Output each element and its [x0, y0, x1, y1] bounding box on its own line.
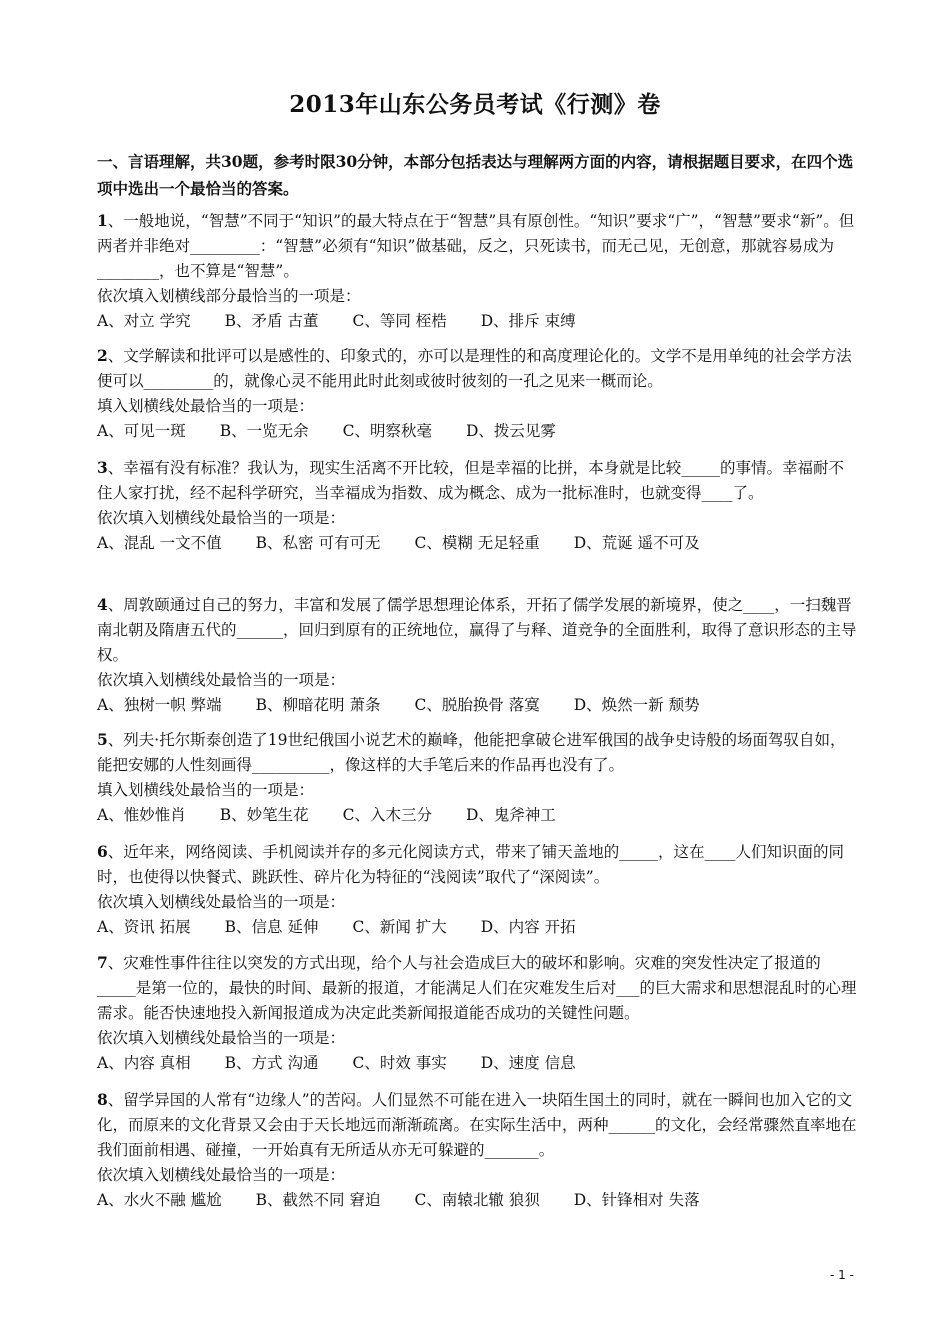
question-5 [97, 727, 857, 828]
option-a: A、可见一斑 [97, 422, 186, 440]
question-2 [97, 343, 857, 444]
option-d: D、内容 开拓 [480, 918, 576, 936]
question-prompt: 依次填入划横线处最恰当的一项是： [97, 509, 346, 527]
question-body [97, 455, 857, 506]
option-c: C、入木三分 [342, 806, 432, 824]
question-text: 、幸福有没有标准？我认为，现实生活离不开比较，但是幸福的比拼，本身就是比较_____的事情。幸福耐不住人家打扰，经不起科学研究，当幸福成为指数、成为概念、成为一批标准时，也就变得____了。 [97, 459, 845, 502]
question-text: 、周敦颐通过自己的努力，丰富和发展了儒学思想理论体系，开拓了儒学发展的新境界，使之____，一扫魏晋南北朝及隋唐五代的______，回归到原有的正统地位，赢得了与释、道竞争的全面胜利，取得了意识形态的主导权。 [97, 596, 857, 664]
answer-options [97, 419, 857, 444]
question-4 [97, 592, 857, 718]
question-body [97, 950, 857, 1026]
question-7 [97, 950, 857, 1076]
question-number: 7 [97, 953, 108, 972]
page-number: - 1 - [830, 1268, 854, 1282]
option-a: A、水火不融 尴尬 [97, 1191, 222, 1209]
answer-options [97, 309, 857, 334]
answer-options [97, 1051, 857, 1076]
question-body [97, 839, 857, 890]
option-d: D、速度 信息 [480, 1054, 576, 1072]
question-8 [97, 1087, 857, 1213]
question-3 [97, 455, 857, 556]
option-b: B、矛盾 古董 [224, 312, 319, 330]
option-a: A、内容 真相 [97, 1054, 191, 1072]
question-text: 、灾难性事件往往以突发的方式出现，给个人与社会造成巨大的破坏和影响。灾难的突发性决定了报道的_____是第一位的，最快的时间、最新的报道，才能满足人们在灾难发生后对___的巨大需求和思想混乱时的心理需求。能否快速地投入新闻报道成为决定此类新闻报道能否成功的关键性问题。 [97, 954, 857, 1022]
question-body [97, 343, 857, 394]
option-a: A、对立 学究 [97, 312, 191, 330]
option-c: C、时效 事实 [352, 1054, 447, 1072]
question-body [97, 1087, 857, 1163]
question-body [97, 208, 857, 284]
option-d: D、荒诞 遥不可及 [573, 534, 700, 552]
question-prompt: 依次填入划横线处最恰当的一项是： [97, 671, 346, 689]
answer-options [97, 1188, 857, 1213]
question-number: 5 [97, 730, 108, 749]
option-d: D、针锋相对 失落 [573, 1191, 700, 1209]
question-prompt: 填入划横线处最恰当的一项是： [97, 781, 315, 799]
option-a: A、独树一帜 弊端 [97, 696, 222, 714]
question-prompt: 填入划横线处最恰当的一项是： [97, 397, 315, 415]
answer-options [97, 693, 857, 718]
question-1 [97, 208, 857, 334]
question-number: 6 [97, 842, 108, 861]
question-text: 、一般地说，“智慧”不同于“知识”的最大特点在于“智慧”具有原创性。“知识”要求“广”，“智慧”要求“新”。但两者并非绝对_________：“智慧”必须有“知识”做基础，反之，只死读书，而无己见，无创意，那就容易成为________，也不算是“智慧”。 [97, 212, 855, 280]
document-title: 2013年山东公务员考试《行测》卷 [289, 91, 661, 118]
answer-options [97, 531, 857, 556]
option-b: B、妙笔生花 [219, 806, 309, 824]
option-d: D、排斥 束缚 [480, 312, 576, 330]
option-a: A、惟妙惟肖 [97, 806, 186, 824]
option-d: D、焕然一新 颓势 [573, 696, 700, 714]
option-b: B、私密 可有可无 [255, 534, 381, 552]
question-prompt: 依次填入划横线处最恰当的一项是： [97, 1166, 346, 1184]
option-c: C、脱胎换骨 落寞 [414, 696, 540, 714]
question-6 [97, 839, 857, 940]
option-d: D、鬼斧神工 [465, 806, 556, 824]
question-prompt: 依次填入划横线处最恰当的一项是： [97, 1029, 346, 1047]
answer-options [97, 803, 857, 828]
section-heading: 一、言语理解，共30题，参考时限30分钟，本部分包括表达与理解两方面的内容，请根据题目要求，在四个选项中选出一个最恰当的答案。 [97, 152, 854, 198]
option-c: C、南辕北辙 狼狈 [414, 1191, 540, 1209]
question-number: 3 [97, 458, 108, 477]
option-b: B、柳暗花明 萧条 [255, 696, 381, 714]
question-number: 8 [97, 1090, 108, 1109]
option-b: B、截然不同 窘迫 [255, 1191, 381, 1209]
option-b: B、方式 沟通 [224, 1054, 319, 1072]
answer-options [97, 915, 857, 940]
question-text: 、近年来，网络阅读、手机阅读并存的多元化阅读方式，带来了铺天盖地的_____，这在____人们知识面的同时，也使得以快餐式、跳跃性、碎片化为特征的“浅阅读”取代了“深阅读”。 [97, 843, 845, 886]
question-text: 、留学异国的人常有“边缘人”的苦闷。人们显然不可能在进入一块陌生国土的同时，就在一瞬间也加入它的文化，而原来的文化背景又会由于天长地远而渐渐疏离。在实际生活中，两种______的文化，会经常骤然直率地在我们面前相遇、碰撞，一开始真有无所适从亦无可躲避的_______。 [97, 1091, 857, 1159]
option-b: B、信息 延伸 [224, 918, 319, 936]
option-c: C、明察秋毫 [342, 422, 432, 440]
question-number: 4 [97, 595, 108, 614]
question-text: 、列夫·托尔斯泰创造了19世纪俄国小说艺术的巅峰，他能把拿破仑进军俄国的战争史诗般的场面驾驭自如，能把安娜的人性刻画得__________，像这样的大手笔后来的作品再也没有了。 [97, 731, 846, 774]
option-a: A、混乱 一文不值 [97, 534, 222, 552]
question-text: 、文学解读和批评可以是感性的、印象式的，亦可以是理性的和高度理论化的。文学不是用单纯的社会学方法便可以_________的，就像心灵不能用此时此刻或彼时彼刻的一孔之见来一概而论。 [97, 347, 852, 390]
question-number: 1 [97, 211, 108, 230]
option-d: D、拨云见雾 [465, 422, 556, 440]
question-body [97, 592, 857, 668]
option-b: B、一览无余 [219, 422, 309, 440]
option-c: C、新闻 扩大 [352, 918, 447, 936]
question-prompt: 依次填入划横线处最恰当的一项是： [97, 893, 346, 911]
option-c: C、等同 桎梏 [352, 312, 447, 330]
question-prompt: 依次填入划横线部分最恰当的一项是： [97, 287, 361, 305]
question-number: 2 [97, 346, 108, 365]
question-body [97, 727, 857, 778]
option-c: C、模糊 无足轻重 [414, 534, 540, 552]
option-a: A、资讯 拓展 [97, 918, 191, 936]
